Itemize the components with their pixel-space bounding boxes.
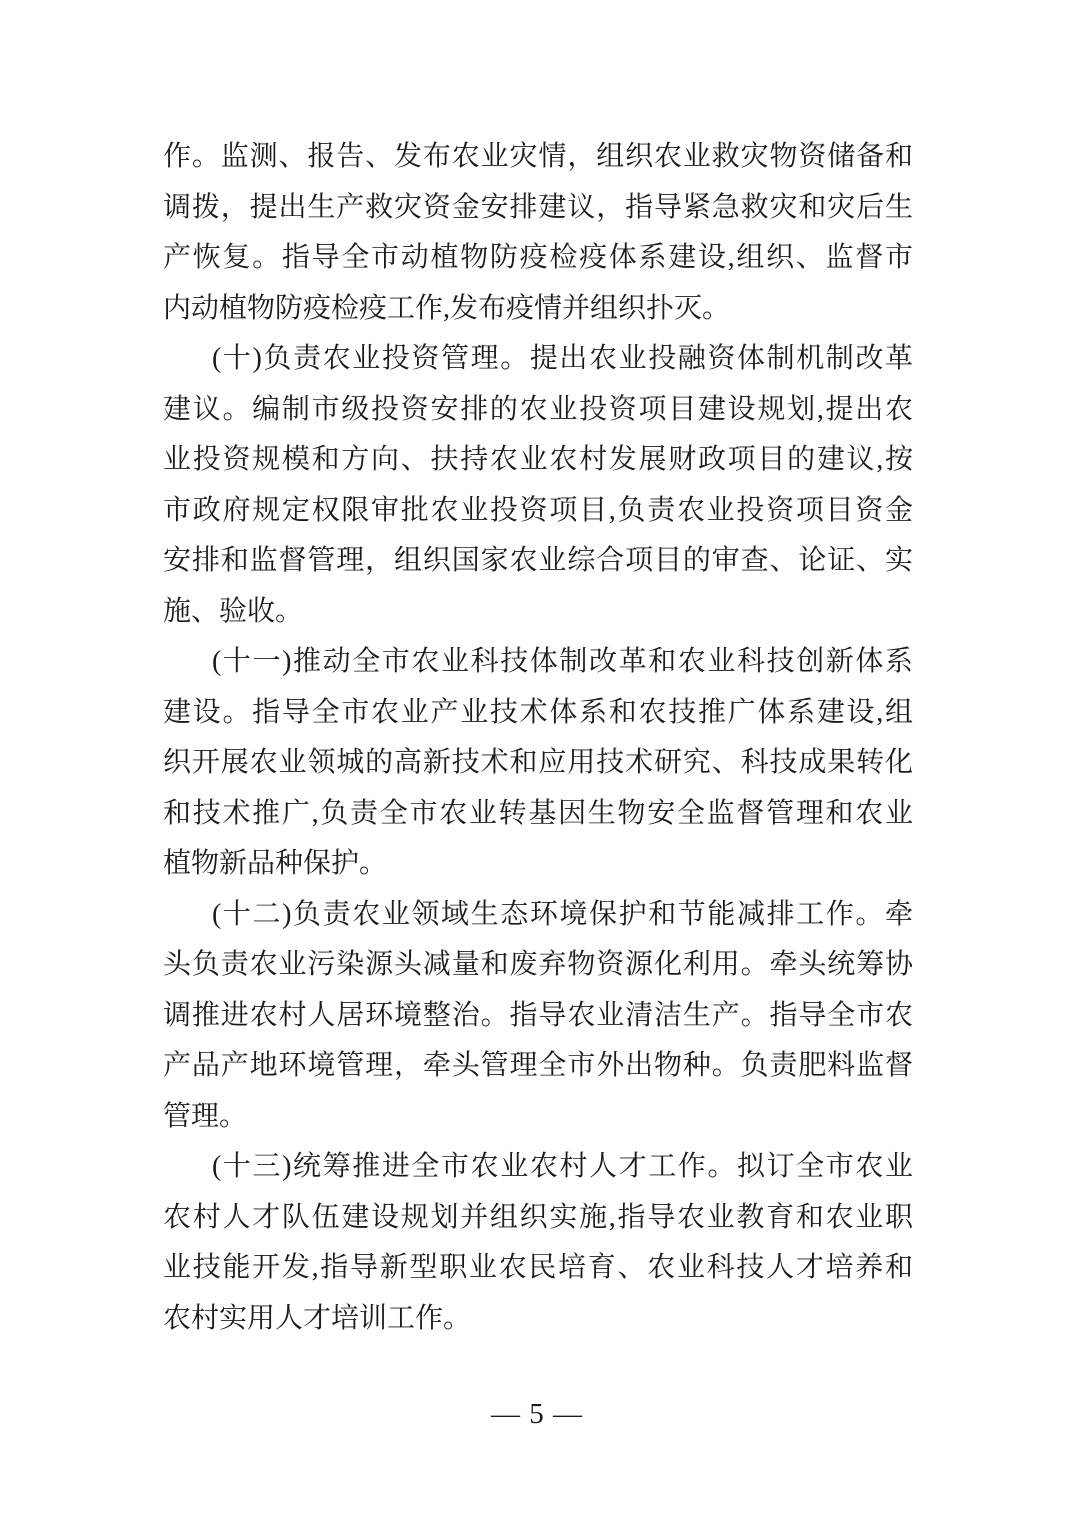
paragraph — [163, 132, 913, 334]
text-line: (十)负责农业投资管理。提出农业投融资体制机制改革 — [212, 343, 913, 374]
text-line: 农村人才队伍建设规划并组织实施,指导农业教育和农业职 — [163, 1201, 913, 1233]
paragraph — [163, 334, 913, 637]
text-line: 施、验收。 — [163, 595, 304, 627]
text-line: 和技术推广,负责全市农业转基因生物安全监督管理和农业 — [163, 797, 913, 829]
page-footer — [0, 1398, 1074, 1431]
text-line: 植物新品种保护。 — [163, 848, 388, 879]
text-line: 农村实用人才培训工作。 — [163, 1302, 472, 1334]
text-line: (十一)推动全市农业科技体制改革和农业科技创新体系 — [212, 646, 913, 677]
text-line: 管理。 — [163, 1100, 248, 1132]
text-line: 建设。指导全市农业产业技术体系和农技推广体系建设,组 — [163, 696, 913, 728]
paragraph — [163, 890, 913, 1143]
text-line: 市政府规定权限审批农业投资项目,负责农业投资项目资金 — [163, 494, 913, 526]
text-line: 调拨，提出生产救灾资金安排建议，指导紧急救灾和灾后生 — [163, 191, 913, 223]
text-line: 安排和监督管理，组织国家农业综合项目的审查、论证、实 — [163, 545, 913, 576]
text-line: 织开展农业领城的高新技术和应用技术研究、科技成果转化 — [163, 747, 913, 778]
paragraph — [163, 1142, 913, 1344]
text-line: 业技能开发,指导新型职业农民培育、农业科技人才培养和 — [163, 1252, 913, 1283]
text-line: 内动植物防疫检疫工作,发布疫情并组织扑灭。 — [163, 292, 731, 324]
text-line: (十二)负责农业领域生态环境保护和节能减排工作。牵 — [212, 898, 913, 930]
text-line: 建议。编制市级投资安排的农业投资项目建设规划,提出农 — [163, 393, 913, 425]
page-number: — 5 — — [491, 1398, 583, 1430]
text-line: 业投资规模和方向、扶持农业农村发展财政项目的建议,按 — [163, 444, 913, 475]
text-line: (十三)统筹推进全市农业农村人才工作。拟订全市农业 — [212, 1151, 913, 1182]
document-text — [163, 132, 913, 1344]
text-line: 产恢复。指导全市动植物防疫检疫体系建设,组织、监督市 — [163, 242, 913, 273]
text-line: 产品产地环境管理，牵头管理全市外出物种。负责肥料监督 — [163, 1050, 913, 1081]
text-line: 作。监测、报告、发布农业灾情，组织农业救灾物资储备和 — [163, 141, 913, 172]
text-line: 头负责农业污染源头减量和废弃物资源化利用。牵头统筹协 — [163, 949, 913, 980]
paragraph — [163, 637, 913, 890]
text-line: 调推进农村人居环境整治。指导农业清洁生产。指导全市农 — [163, 999, 913, 1031]
